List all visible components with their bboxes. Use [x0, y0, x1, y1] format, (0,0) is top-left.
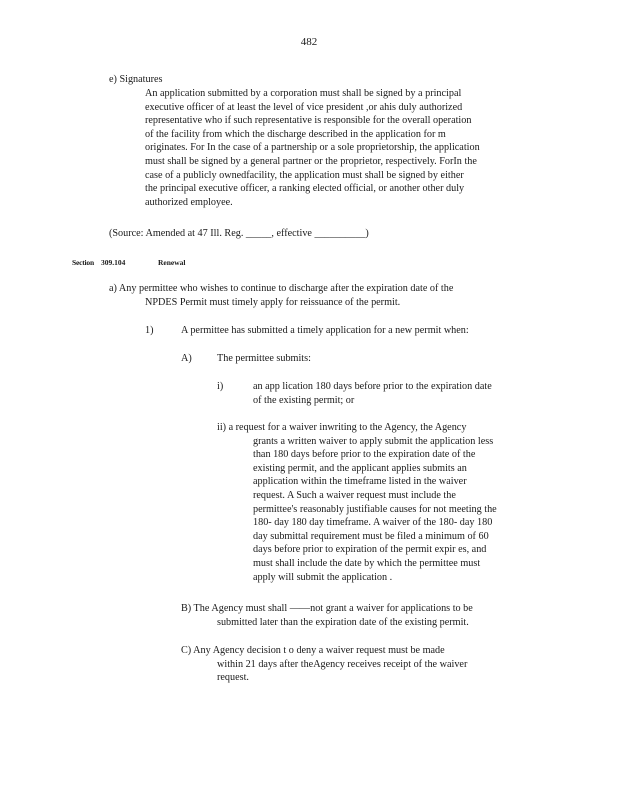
- section-title: Renewal: [158, 258, 186, 267]
- text-line: originates. For In the case of a partnership or a sole proprietorship, the application: [145, 142, 480, 154]
- text-line: An application submitted by a corporation must shall be signed by a principal: [145, 88, 462, 99]
- text-line: authorized employee.: [145, 196, 233, 208]
- text-line: ii) a request for a waiver inwriting to the Agency, the Agency: [217, 422, 467, 433]
- text-line: B) The Agency must shall ——not grant a waiver for applications to be: [181, 603, 473, 614]
- paragraph-a: [109, 282, 453, 309]
- text-line: executive officer of at least the level of vice president ,or ahis duly authorized: [145, 101, 463, 113]
- item-i-number: i): [217, 381, 224, 392]
- item-1-number: 1): [145, 325, 154, 336]
- text-line: request. A Such a waiver request must include the: [253, 489, 456, 501]
- signatures-heading: e) Signatures: [109, 74, 163, 85]
- page-number: 482: [300, 36, 318, 48]
- text-line: an app lication 180 days before prior to the expiration date: [253, 381, 492, 392]
- item-A-number: A): [181, 353, 192, 364]
- text-line: NPDES Permit must timely apply for reissuance of the permit.: [145, 296, 401, 308]
- item-C-text: [181, 644, 467, 685]
- text-line: the principal executive officer, a ranking elected official, or another other duly: [145, 183, 465, 195]
- text-line: within 21 days after theAgency receives receipt of the waiver: [217, 658, 468, 670]
- section-number: 309.104: [101, 258, 126, 267]
- text-line: a) Any permittee who wishes to continue to discharge after the expiration date of the: [109, 283, 454, 294]
- text-line: apply will submit the application .: [253, 571, 393, 583]
- item-ii-text: [217, 421, 497, 584]
- text-line: 180- day 180 day timeframe. A waiver of the 180- day 180: [253, 517, 493, 529]
- text-line: of the facility from which the discharge described in the application for m: [145, 128, 446, 140]
- text-line: existing permit, and the applicant applies submits an: [253, 462, 467, 474]
- item-A-text: The permittee submits:: [217, 353, 311, 364]
- signatures-paragraph: [145, 87, 480, 209]
- item-1-text: A permittee has submitted a timely application for a new permit when:: [181, 325, 469, 336]
- section-label: Section: [72, 258, 94, 267]
- text-line: than 180 days before prior to the expiration date of the: [253, 449, 476, 461]
- text-line: grants a written waiver to apply submit the application less: [253, 435, 494, 447]
- item-i-text: [253, 380, 492, 407]
- text-line: application within the timeframe listed in the waiver: [253, 476, 467, 488]
- item-B-text: [181, 602, 473, 629]
- text-line: C) Any Agency decision t o deny a waiver request must be made: [181, 645, 445, 656]
- source-line: (Source: Amended at 47 Ill. Reg. _____, effective __________): [109, 228, 369, 239]
- text-line: days before prior to expiration of the permit expir es, and: [253, 544, 487, 556]
- text-line: request.: [217, 672, 249, 684]
- text-line: must shall be signed by a general partner or the proprietor, respectively. ForIn the: [145, 155, 477, 167]
- text-line: case of a publicly ownedfacility, the application must shall be signed by either: [145, 169, 464, 181]
- text-line: representative who if such representative is responsible for the overall operation: [145, 115, 472, 127]
- text-line: must shall include the date by which the permittee must: [253, 557, 481, 569]
- text-line: permittee's reasonably justifiable causes for not meeting the: [253, 503, 497, 515]
- text-line: submitted later than the expiration date of the existing permit.: [217, 616, 469, 628]
- text-line: of the existing permit; or: [253, 394, 355, 406]
- text-line: day submittal requirement must be filed a minimum of 60: [253, 530, 489, 542]
